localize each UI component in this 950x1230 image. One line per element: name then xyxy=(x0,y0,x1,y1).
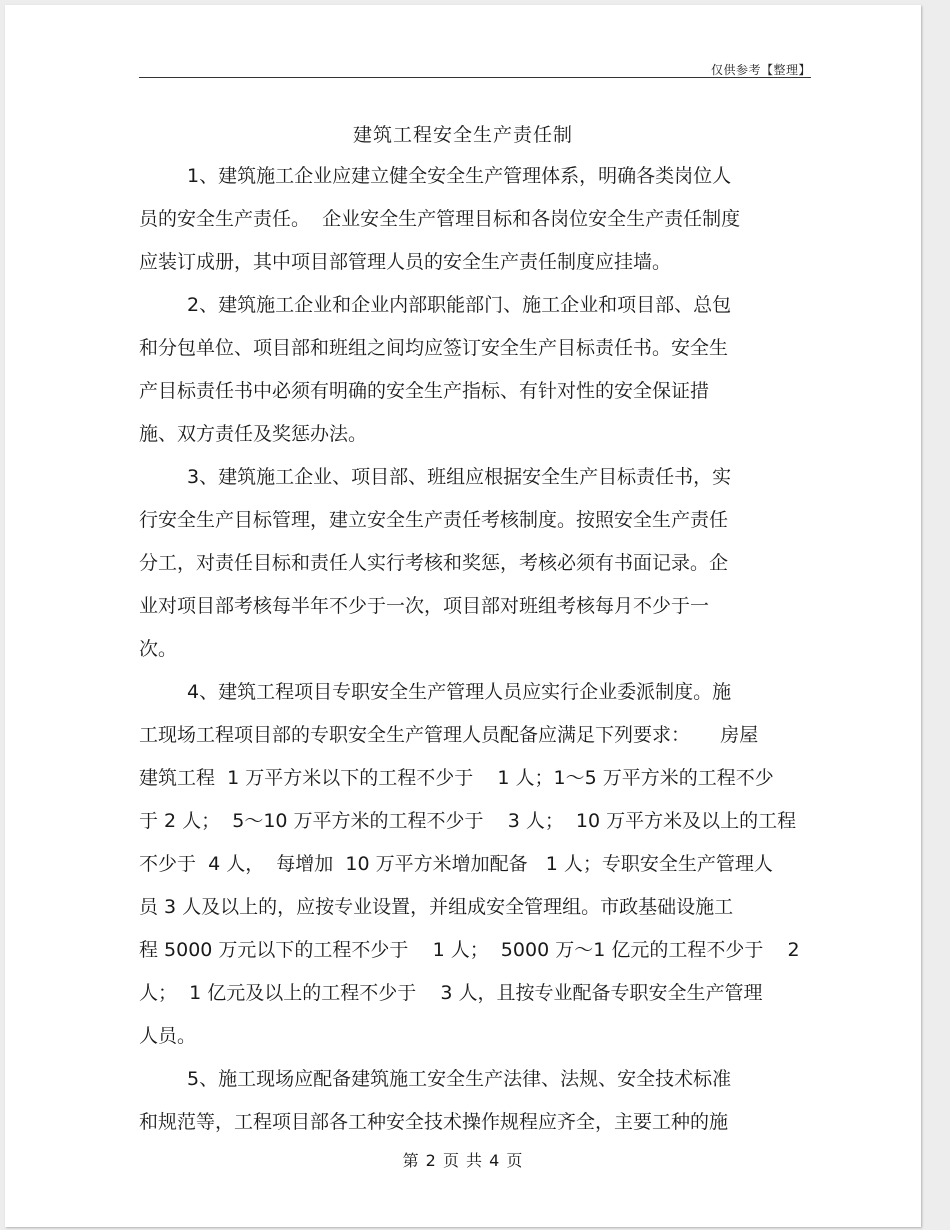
text-line: 不少于 4 人， 每增加 10 万平方米增加配备 1 人；专职安全生产管理人 xyxy=(139,853,773,875)
text-line: 1、建筑施工企业应建立健全安全生产管理体系，明确各类岗位人 xyxy=(187,165,732,187)
text-line: 3、建筑施工企业、项目部、班组应根据安全生产目标责任书，实 xyxy=(187,466,732,488)
text-line: 人； 1 亿元及以上的工程不少于 3 人，且按专业配备专职安全生产管理 xyxy=(139,982,763,1004)
text-line: 应装订成册，其中项目部管理人员的安全生产责任制度应挂墙。 xyxy=(139,251,672,273)
text-line: 员的安全生产责任。 企业安全生产管理目标和各岗位安全生产责任制度 xyxy=(139,208,741,230)
paragraph-4 xyxy=(139,671,819,1058)
text-line: 建筑工程 1 万平方米以下的工程不少于 1 人；1～5 万平方米的工程不少 xyxy=(139,767,774,789)
page-number-footer: 第 2 页 共 4 页 xyxy=(402,1151,524,1170)
text-line: 4、建筑工程项目专职安全生产管理人员应实行企业委派制度。施 xyxy=(187,681,732,703)
text-line: 业对项目部考核每半年不少于一次，项目部对班组考核每月不少于一 xyxy=(139,595,710,617)
document-page xyxy=(5,5,921,1227)
text-line: 员 3 人及以上的，应按专业设置，并组成安全管理组。市政基础设施工 xyxy=(139,896,734,918)
document-title: 建筑工程安全生产责任制 xyxy=(352,124,573,146)
text-line: 于 2 人； 5～10 万平方米的工程不少于 3 人； 10 万平方米及以上的工程 xyxy=(139,810,797,832)
text-line: 和分包单位、项目部和班组之间均应签订安全生产目标责任书。安全生 xyxy=(139,337,729,359)
text-line: 分工，对责任目标和责任人实行考核和奖惩，考核必须有书面记录。企 xyxy=(139,552,729,574)
text-line: 次。 xyxy=(139,638,178,660)
text-line: 2、建筑施工企业和企业内部职能部门、施工企业和项目部、总包 xyxy=(187,294,732,316)
paragraph-3 xyxy=(139,456,819,671)
text-line: 人员。 xyxy=(139,1025,197,1047)
header-note: 仅供参考【整理】 xyxy=(710,63,811,77)
text-line: 行安全生产目标管理，建立安全生产责任考核制度。按照安全生产责任 xyxy=(139,509,729,531)
header-divider xyxy=(139,77,811,78)
paragraph-1 xyxy=(139,155,819,284)
text-line: 施、双方责任及奖惩办法。 xyxy=(139,423,368,445)
document-body xyxy=(139,155,819,1144)
paragraph-2 xyxy=(139,284,819,456)
text-line: 产目标责任书中必须有明确的安全生产指标、有针对性的安全保证措 xyxy=(139,380,710,402)
text-line: 工现场工程项目部的专职安全生产管理人员配备应满足下列要求： 房屋 xyxy=(139,724,759,746)
paragraph-5 xyxy=(139,1058,819,1144)
text-line: 程 5000 万元以下的工程不少于 1 人； 5000 万～1 亿元的工程不少于 2 xyxy=(139,939,800,961)
text-line: 和规范等，工程项目部各工种安全技术操作规程应齐全，主要工种的施 xyxy=(139,1111,729,1133)
text-line: 5、施工现场应配备建筑施工安全生产法律、法规、安全技术标准 xyxy=(187,1068,732,1090)
